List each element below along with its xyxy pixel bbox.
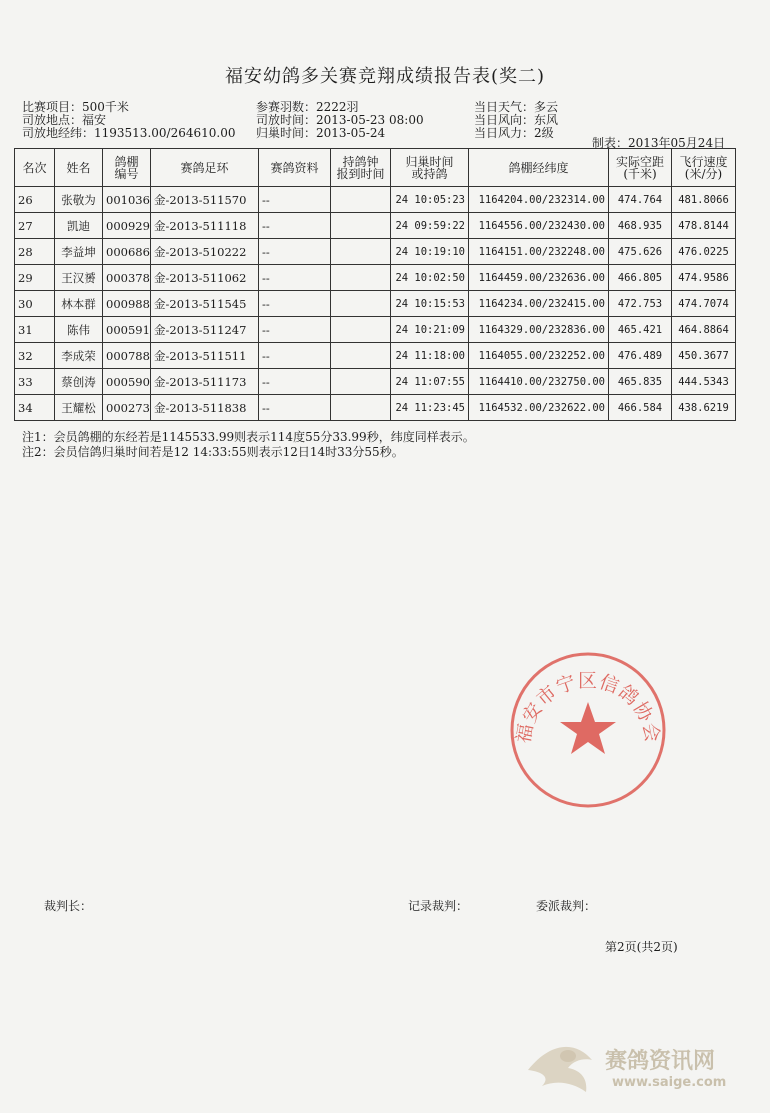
wind-direction: 当日风向：东风 <box>474 113 559 127</box>
cell-distance: 466.805 <box>609 265 672 291</box>
cell-ring: 金-2013-511173 <box>151 369 259 395</box>
cell-pigeon-info: -- <box>259 265 331 291</box>
cell-clock-time <box>331 343 391 369</box>
cell-distance: 465.421 <box>609 317 672 343</box>
cell-rank: 26 <box>15 187 55 213</box>
delegate-signature: 委派裁判： <box>536 899 597 913</box>
table-row <box>15 187 736 213</box>
cell-distance: 472.753 <box>609 291 672 317</box>
cell-name: 凯迪 <box>55 213 103 239</box>
watermark-name: 赛鸽资讯网 <box>605 1049 716 1074</box>
return-date: 归巢时间：2013-05-24 <box>256 126 386 140</box>
cell-distance: 476.489 <box>609 343 672 369</box>
cell-rank: 34 <box>15 395 55 421</box>
cell-pigeon-info: -- <box>259 317 331 343</box>
note-2: 注2：会员信鸽归巢时间若是12 14:33:55则表示12日14时33分55秒。 <box>22 445 404 459</box>
cell-coordinates: 1164329.00/232836.00 <box>469 317 609 343</box>
cell-return-time: 24 10:21:09 <box>391 317 469 343</box>
cell-distance: 468.935 <box>609 213 672 239</box>
referee-signature: 裁判长： <box>44 899 93 913</box>
entry-count: 参赛羽数：2222羽 <box>256 100 359 114</box>
column-header-coordinates: 鸽棚经纬度 <box>469 149 609 187</box>
cell-loft-id: 000273 <box>103 395 151 421</box>
cell-rank: 31 <box>15 317 55 343</box>
cell-loft-id: 000788 <box>103 343 151 369</box>
cell-speed: 481.8066 <box>672 187 736 213</box>
race-info-column-2 <box>256 101 424 140</box>
cell-rank: 28 <box>15 239 55 265</box>
race-info-column-1 <box>22 101 235 140</box>
cell-return-time: 24 10:19:10 <box>391 239 469 265</box>
svg-text:福安市宁区信鸽协会: 福安市宁区信鸽协会 <box>512 669 664 745</box>
cell-distance: 466.584 <box>609 395 672 421</box>
wind-force: 当日风力：2级 <box>474 126 554 140</box>
seal-star-icon <box>560 702 616 754</box>
report-title: 福安幼鸽多关赛竞翔成绩报告表(奖二) <box>224 66 546 87</box>
release-coordinates: 司放地经纬：1193513.00/264610.00 <box>22 126 236 140</box>
cell-rank: 33 <box>15 369 55 395</box>
weather: 当日天气：多云 <box>474 100 559 114</box>
column-header-clock-time: 持鸽钟 报到时间 <box>331 149 391 187</box>
cell-coordinates: 1164151.00/232248.00 <box>469 239 609 265</box>
cell-speed: 474.7074 <box>672 291 736 317</box>
cell-pigeon-info: -- <box>259 395 331 421</box>
cell-speed: 474.9586 <box>672 265 736 291</box>
cell-distance: 475.626 <box>609 239 672 265</box>
table-row <box>15 369 736 395</box>
cell-pigeon-info: -- <box>259 291 331 317</box>
table-row <box>15 395 736 421</box>
cell-ring: 金-2013-511570 <box>151 187 259 213</box>
race-distance: 比赛项目：500千米 <box>22 100 129 114</box>
cell-pigeon-info: -- <box>259 213 331 239</box>
table-row <box>15 343 736 369</box>
cell-speed: 450.3677 <box>672 343 736 369</box>
cell-coordinates: 1164459.00/232636.00 <box>469 265 609 291</box>
cell-distance: 465.835 <box>609 369 672 395</box>
cell-coordinates: 1164410.00/232750.00 <box>469 369 609 395</box>
cell-return-time: 24 09:59:22 <box>391 213 469 239</box>
cell-loft-id: 000686 <box>103 239 151 265</box>
cell-rank: 30 <box>15 291 55 317</box>
column-header-ring: 赛鸽足环 <box>151 149 259 187</box>
table-row <box>15 213 736 239</box>
cell-speed: 444.5343 <box>672 369 736 395</box>
column-header-distance: 实际空距 (千米) <box>609 149 672 187</box>
cell-ring: 金-2013-511511 <box>151 343 259 369</box>
column-header-pigeon-info: 赛鸽资料 <box>259 149 331 187</box>
table-row <box>15 265 736 291</box>
cell-ring: 金-2013-511118 <box>151 213 259 239</box>
report-made-date: 制表：2013年05月24日 <box>592 136 726 150</box>
cell-return-time: 24 11:18:00 <box>391 343 469 369</box>
cell-rank: 32 <box>15 343 55 369</box>
cell-ring: 金-2013-511062 <box>151 265 259 291</box>
cell-loft-id: 001036 <box>103 187 151 213</box>
recorder-signature: 记录裁判： <box>408 899 469 913</box>
cell-distance: 474.764 <box>609 187 672 213</box>
cell-clock-time <box>331 291 391 317</box>
cell-speed: 478.8144 <box>672 213 736 239</box>
cell-pigeon-info: -- <box>259 239 331 265</box>
cell-clock-time <box>331 187 391 213</box>
cell-pigeon-info: -- <box>259 187 331 213</box>
cell-clock-time <box>331 239 391 265</box>
cell-loft-id: 000591 <box>103 317 151 343</box>
table-row <box>15 239 736 265</box>
column-header-speed: 飞行速度 (米/分) <box>672 149 736 187</box>
cell-speed: 464.8864 <box>672 317 736 343</box>
watermark-url: www.saige.com <box>612 1075 727 1090</box>
cell-return-time: 24 11:07:55 <box>391 369 469 395</box>
cell-coordinates: 1164532.00/232622.00 <box>469 395 609 421</box>
cell-speed: 476.0225 <box>672 239 736 265</box>
note-1: 注1：会员鸽棚的东经若是1145533.99则表示114度55分33.99秒，纬度同样表示。 <box>22 430 475 444</box>
cell-pigeon-info: -- <box>259 343 331 369</box>
column-header-loft-id: 鸽棚 编号 <box>103 149 151 187</box>
cell-clock-time <box>331 317 391 343</box>
page-number: 第2页(共2页) <box>605 940 678 954</box>
results-table <box>14 148 736 421</box>
cell-name: 蔡创涛 <box>55 369 103 395</box>
cell-name: 李益坤 <box>55 239 103 265</box>
cell-return-time: 24 10:15:53 <box>391 291 469 317</box>
cell-loft-id: 000929 <box>103 213 151 239</box>
cell-clock-time <box>331 395 391 421</box>
notes <box>22 430 475 460</box>
cell-coordinates: 1164055.00/232252.00 <box>469 343 609 369</box>
column-header-name: 姓名 <box>55 149 103 187</box>
cell-name: 陈伟 <box>55 317 103 343</box>
cell-ring: 金-2013-510222 <box>151 239 259 265</box>
cell-pigeon-info: -- <box>259 369 331 395</box>
cell-name: 张敬为 <box>55 187 103 213</box>
cell-name: 王汉赟 <box>55 265 103 291</box>
cell-clock-time <box>331 213 391 239</box>
column-header-rank: 名次 <box>15 149 55 187</box>
cell-name: 李成荣 <box>55 343 103 369</box>
table-row <box>15 317 736 343</box>
release-time: 司放时间：2013-05-23 08:00 <box>256 113 424 127</box>
cell-return-time: 24 10:05:23 <box>391 187 469 213</box>
cell-rank: 29 <box>15 265 55 291</box>
cell-loft-id: 000590 <box>103 369 151 395</box>
official-seal-stamp <box>508 650 668 810</box>
cell-coordinates: 1164204.00/232314.00 <box>469 187 609 213</box>
cell-ring: 金-2013-511545 <box>151 291 259 317</box>
cell-return-time: 24 10:02:50 <box>391 265 469 291</box>
table-row <box>15 291 736 317</box>
cell-coordinates: 1164556.00/232430.00 <box>469 213 609 239</box>
cell-name: 王耀松 <box>55 395 103 421</box>
cell-coordinates: 1164234.00/232415.00 <box>469 291 609 317</box>
cell-loft-id: 000988 <box>103 291 151 317</box>
race-info-column-3 <box>474 101 558 140</box>
release-location: 司放地点：福安 <box>22 113 107 127</box>
cell-speed: 438.6219 <box>672 395 736 421</box>
cell-clock-time <box>331 369 391 395</box>
cell-name: 林本群 <box>55 291 103 317</box>
cell-return-time: 24 11:23:45 <box>391 395 469 421</box>
column-header-return-time: 归巢时间 或持鸽 <box>391 149 469 187</box>
cell-clock-time <box>331 265 391 291</box>
cell-rank: 27 <box>15 213 55 239</box>
cell-loft-id: 000378 <box>103 265 151 291</box>
cell-ring: 金-2013-511247 <box>151 317 259 343</box>
cell-ring: 金-2013-511838 <box>151 395 259 421</box>
table-header-row <box>15 149 736 187</box>
